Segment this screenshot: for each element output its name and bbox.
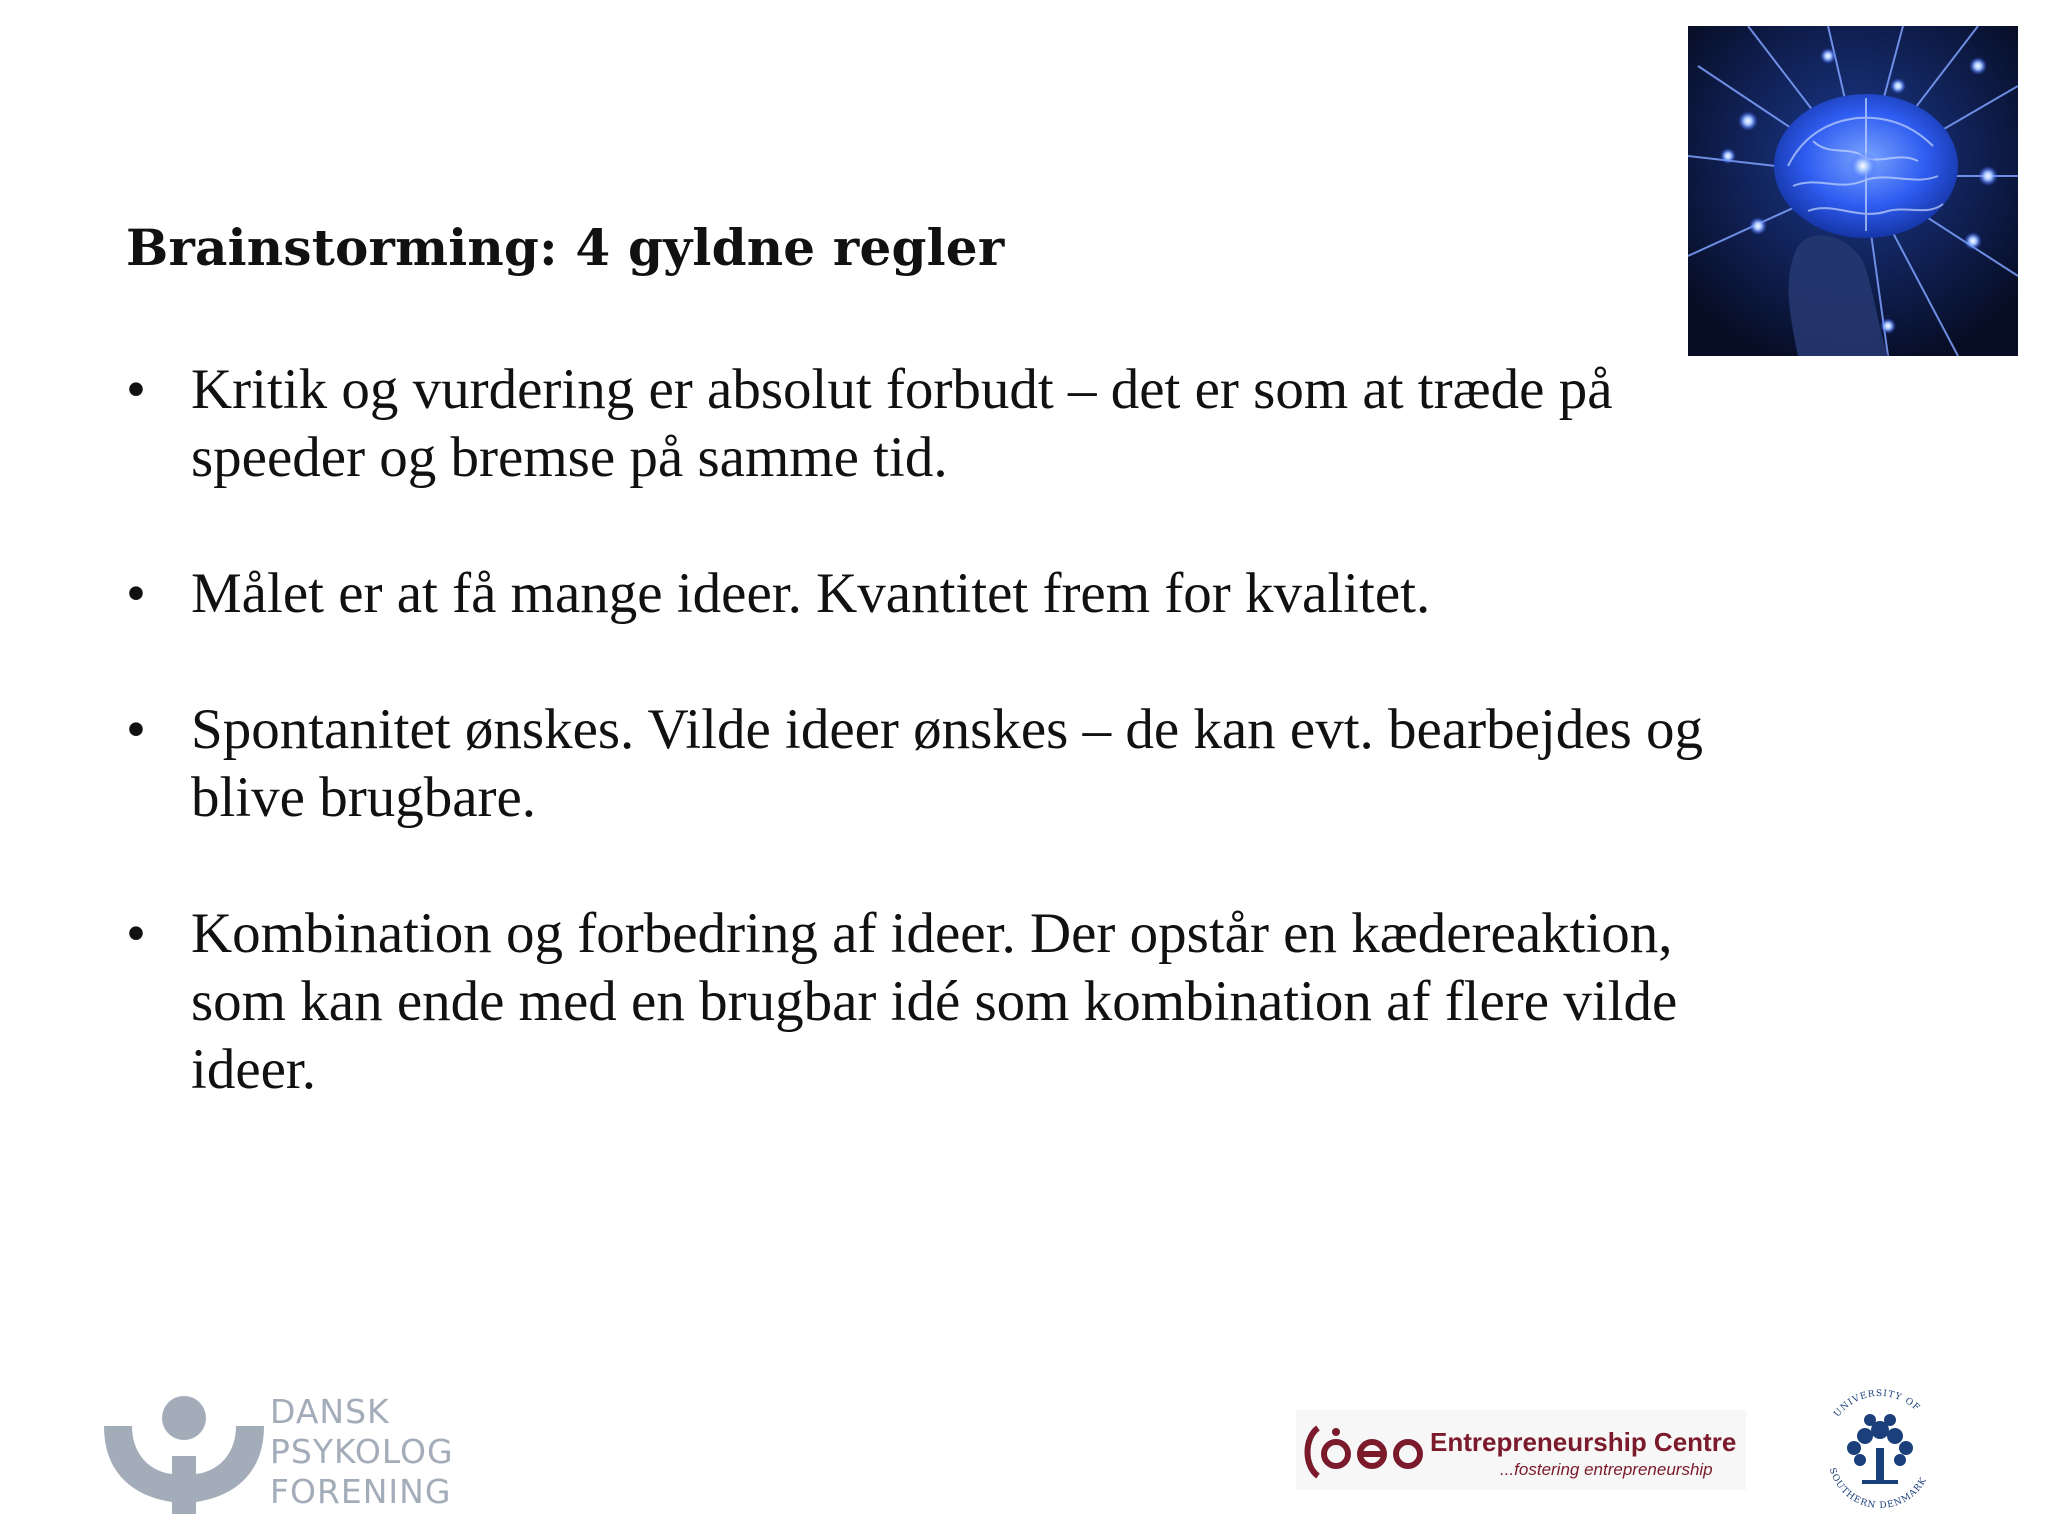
bullet-dot-icon: • <box>126 902 146 965</box>
svg-text:UNIVERSITY OF: UNIVERSITY OF <box>1832 1388 1922 1420</box>
dp-line-1: DANSK <box>270 1392 390 1431</box>
dp-line-2: PSYKOLOG <box>270 1432 454 1471</box>
list-item <box>126 356 1886 492</box>
bullet-dot-icon: • <box>126 698 146 761</box>
bullet-line: som kan ende med en brugbar idé som kombination af flere vilde <box>191 970 1678 1033</box>
bullet-line: Kritik og vurdering er absolut forbudt – det er som at træde på <box>191 358 1613 421</box>
bullet-line: Kombination og forbedring af ideer. Der opstår en kædereaktion, <box>191 902 1673 965</box>
bullet-dot-icon: • <box>126 358 146 421</box>
svg-text:SOUTHERN DENMARK: SOUTHERN DENMARK <box>1826 1466 1930 1512</box>
bullet-line: ideer. <box>191 1038 317 1101</box>
idea-tagline-text: ...fostering entrepreneurship <box>1500 1460 1713 1479</box>
university-of-southern-denmark-seal <box>1810 1378 1950 1518</box>
slide-title: Brainstorming: 4 gyldne regler <box>126 218 1005 277</box>
bullet-dot-icon: • <box>126 562 146 625</box>
bullet-line: speeder og bremse på samme tid. <box>191 426 948 489</box>
list-item <box>126 900 1886 1104</box>
glowing-brain-network-icon <box>1688 26 2018 356</box>
bullet-list <box>126 356 1886 1104</box>
bullet-line: Målet er at få mange ideer. Kvantitet frem for kvalitet. <box>191 562 1431 625</box>
list-item <box>126 696 1886 832</box>
dp-line-3: FORENING <box>270 1472 452 1511</box>
dansk-psykolog-forening-wordmark <box>270 1392 454 1512</box>
idea-brand-text: Entrepreneurship Centre <box>1430 1427 1737 1457</box>
bullet-line: Spontanitet ønskes. Vilde ideer ønskes – de kan evt. bearbejdes og <box>191 698 1704 761</box>
brain-network-image <box>1688 26 2018 356</box>
list-item <box>126 560 1886 628</box>
bullet-line: blive brugbare. <box>191 766 537 829</box>
